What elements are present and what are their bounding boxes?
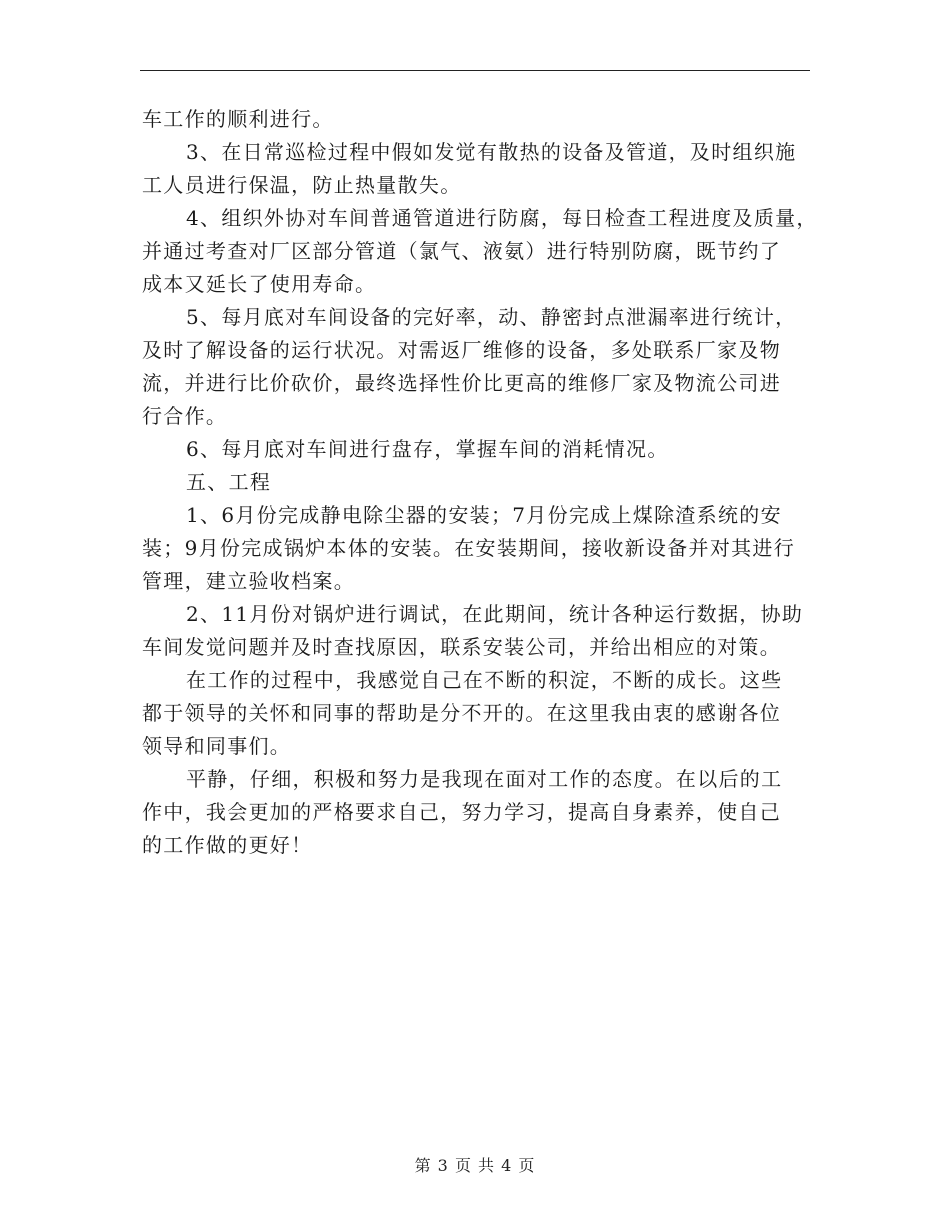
text-line: 在工作的过程中，我感觉自己在不断的积淀，不断的成长。这些 [186,668,783,692]
text-line: 领导和同事们。 [142,734,292,758]
text-line: 装；9月份完成锅炉本体的安装。在安装期间，接收新设备并对其进行 [142,536,796,560]
text-line: 工人员进行保温，防止热量散失。 [142,173,462,197]
text-line: 平静，仔细，积极和努力是我现在面对工作的态度。在以后的工 [186,767,783,791]
document-body [142,103,822,862]
text-line: 流，并进行比价砍价，最终选择性价比更高的维修厂家及物流公司进 [142,371,781,395]
text-line: 并通过考查对厂区部分管道（氯气、液氨）进行特别防腐，既节约了 [142,239,781,263]
text-line: 2、11月份对锅炉进行调试，在此期间，统计各种运行数据，协助 [186,602,804,626]
text-line: 3、在日常巡检过程中假如发觉有散热的设备及管道，及时组织施 [186,140,797,164]
text-line: 成本又延长了使用寿命。 [142,272,377,296]
header-rule [140,70,810,71]
text-line: 1、6月份完成静电除尘器的安装；7月份完成上煤除渣系统的安 [186,503,782,527]
text-line: 管理，建立验收档案。 [142,569,355,593]
text-line: 6、每月底对车间进行盘存，掌握车间的消耗情况。 [186,437,669,461]
text-line: 及时了解设备的运行状况。对需返厂维修的设备，多处联系厂家及物 [142,338,781,362]
text-line: 都于领导的关怀和同事的帮助是分不开的。在这里我由衷的感谢各位 [142,701,781,725]
text-line: 4、组织外协对车间普通管道进行防腐，每日检查工程进度及质量， [186,206,818,230]
text-line: 行合作。 [142,404,228,428]
text-line: 5、每月底对车间设备的完好率，动、静密封点泄漏率进行统计， [186,305,797,329]
text-line: 车工作的顺利进行。 [142,107,334,131]
page-number-footer: 第 3 页 共 4 页 [414,1156,536,1175]
text-line: 作中，我会更加的严格要求自己，努力学习，提高自身素养，使自己 [142,800,781,824]
section-heading: 五、工程 [186,470,272,494]
text-line: 的工作做的更好！ [142,833,313,857]
text-line: 车间发觉问题并及时查找原因，联系安装公司，并给出相应的对策。 [142,635,781,659]
